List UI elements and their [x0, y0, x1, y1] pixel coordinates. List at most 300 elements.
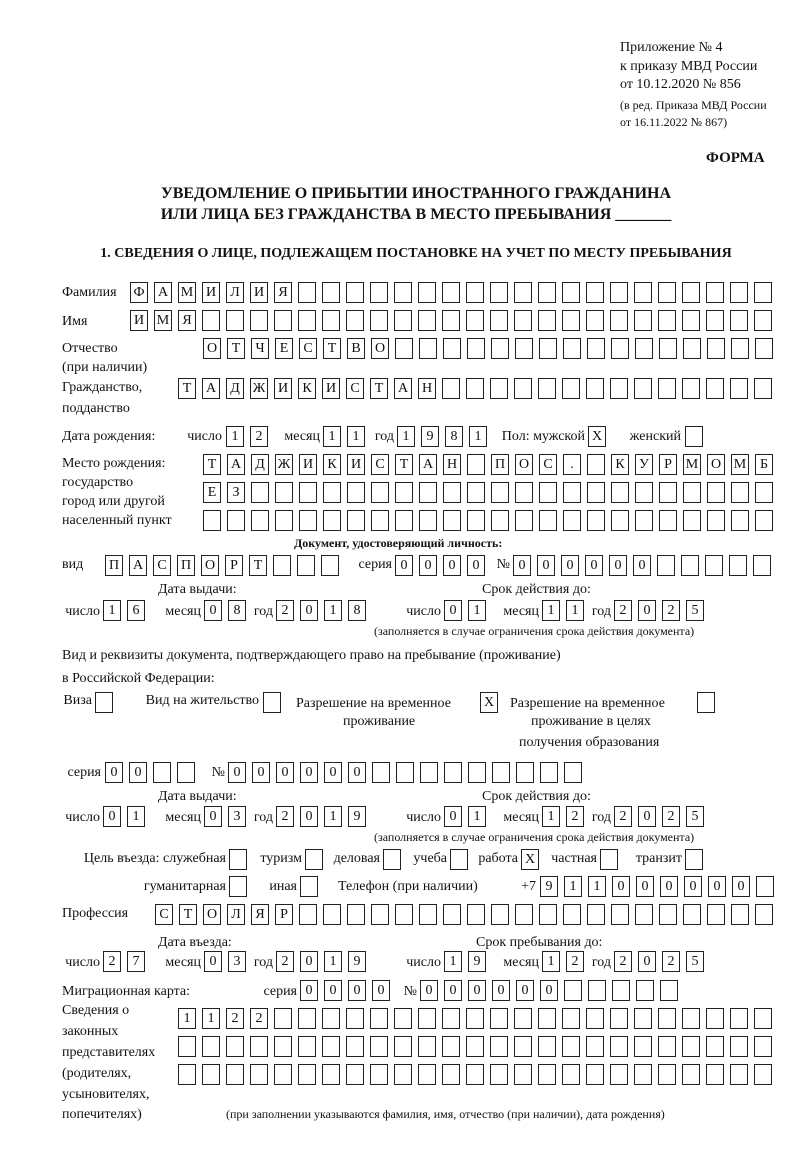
char-cell[interactable] — [611, 338, 629, 359]
char-cell[interactable]: К — [611, 454, 629, 475]
char-cell[interactable]: 1 — [324, 806, 342, 827]
char-cell[interactable]: С — [299, 338, 317, 359]
char-cell[interactable]: 8 — [348, 600, 366, 621]
char-cell[interactable] — [586, 282, 604, 303]
char-cell[interactable]: 0 — [300, 980, 318, 1001]
char-cell[interactable]: 2 — [250, 1008, 268, 1029]
char-cell[interactable] — [323, 904, 341, 925]
char-cell[interactable]: С — [153, 555, 171, 576]
char-cell[interactable] — [490, 1036, 508, 1057]
char-cell[interactable]: 0 — [204, 600, 222, 621]
char-cell[interactable]: 0 — [204, 951, 222, 972]
checkbox[interactable] — [383, 849, 401, 870]
char-cell[interactable] — [322, 1036, 340, 1057]
char-cell[interactable]: 2 — [276, 600, 294, 621]
char-cell[interactable] — [658, 1036, 676, 1057]
char-cell[interactable] — [586, 310, 604, 331]
char-cell[interactable]: Е — [203, 482, 221, 503]
char-cell[interactable] — [299, 510, 317, 531]
char-cell[interactable] — [202, 1036, 220, 1057]
char-cell[interactable]: 1 — [468, 600, 486, 621]
char-cell[interactable] — [660, 980, 678, 1001]
char-cell[interactable]: Б — [755, 454, 773, 475]
char-cell[interactable] — [419, 510, 437, 531]
char-cell[interactable]: М — [154, 310, 172, 331]
char-cell[interactable] — [514, 282, 532, 303]
char-cell[interactable] — [756, 876, 774, 897]
char-cell[interactable]: 0 — [609, 555, 627, 576]
char-cell[interactable]: 0 — [420, 980, 438, 1001]
char-cell[interactable]: 0 — [561, 555, 579, 576]
char-cell[interactable] — [754, 310, 772, 331]
char-cell[interactable] — [755, 482, 773, 503]
char-cell[interactable] — [562, 1008, 580, 1029]
char-cell[interactable] — [612, 980, 630, 1001]
char-cell[interactable] — [226, 1036, 244, 1057]
char-cell[interactable]: 0 — [636, 876, 654, 897]
char-cell[interactable]: 0 — [516, 980, 534, 1001]
char-cell[interactable] — [586, 1064, 604, 1085]
char-cell[interactable] — [394, 1008, 412, 1029]
char-cell[interactable] — [442, 378, 460, 399]
char-cell[interactable] — [706, 378, 724, 399]
char-cell[interactable]: Т — [370, 378, 388, 399]
char-cell[interactable] — [538, 282, 556, 303]
char-cell[interactable]: И — [202, 282, 220, 303]
char-cell[interactable]: 5 — [686, 600, 704, 621]
char-cell[interactable]: О — [201, 555, 219, 576]
char-cell[interactable]: 1 — [202, 1008, 220, 1029]
char-cell[interactable]: 0 — [252, 762, 270, 783]
char-cell[interactable]: А — [129, 555, 147, 576]
char-cell[interactable] — [491, 510, 509, 531]
char-cell[interactable] — [610, 1008, 628, 1029]
char-cell[interactable] — [418, 1064, 436, 1085]
char-cell[interactable]: 5 — [686, 806, 704, 827]
char-cell[interactable]: М — [683, 454, 701, 475]
char-cell[interactable] — [587, 454, 605, 475]
char-cell[interactable] — [610, 310, 628, 331]
char-cell[interactable]: С — [371, 454, 389, 475]
char-cell[interactable] — [514, 1036, 532, 1057]
char-cell[interactable] — [635, 510, 653, 531]
char-cell[interactable] — [467, 482, 485, 503]
char-cell[interactable] — [490, 282, 508, 303]
char-cell[interactable]: И — [347, 454, 365, 475]
char-cell[interactable] — [706, 1008, 724, 1029]
char-cell[interactable]: И — [130, 310, 148, 331]
checkbox[interactable]: X — [480, 692, 498, 713]
char-cell[interactable] — [681, 555, 699, 576]
char-cell[interactable] — [562, 310, 580, 331]
char-cell[interactable] — [634, 282, 652, 303]
char-cell[interactable] — [515, 482, 533, 503]
char-cell[interactable] — [538, 378, 556, 399]
char-cell[interactable] — [322, 310, 340, 331]
char-cell[interactable] — [442, 1064, 460, 1085]
checkbox[interactable] — [300, 876, 318, 897]
char-cell[interactable]: 2 — [276, 806, 294, 827]
char-cell[interactable]: 1 — [103, 600, 121, 621]
char-cell[interactable] — [442, 282, 460, 303]
char-cell[interactable] — [346, 282, 364, 303]
char-cell[interactable] — [683, 482, 701, 503]
char-cell[interactable]: 0 — [444, 806, 462, 827]
char-cell[interactable] — [562, 1064, 580, 1085]
char-cell[interactable]: 0 — [467, 555, 485, 576]
char-cell[interactable] — [419, 904, 437, 925]
char-cell[interactable] — [514, 1064, 532, 1085]
char-cell[interactable]: Л — [226, 282, 244, 303]
char-cell[interactable]: 2 — [662, 806, 680, 827]
char-cell[interactable] — [515, 904, 533, 925]
char-cell[interactable]: А — [227, 454, 245, 475]
char-cell[interactable] — [250, 1036, 268, 1057]
char-cell[interactable] — [515, 510, 533, 531]
char-cell[interactable] — [754, 1064, 772, 1085]
char-cell[interactable] — [250, 1064, 268, 1085]
char-cell[interactable] — [538, 310, 556, 331]
char-cell[interactable]: Я — [178, 310, 196, 331]
char-cell[interactable]: 0 — [372, 980, 390, 1001]
char-cell[interactable] — [634, 310, 652, 331]
char-cell[interactable]: 0 — [537, 555, 555, 576]
char-cell[interactable] — [274, 310, 292, 331]
char-cell[interactable] — [443, 482, 461, 503]
char-cell[interactable]: О — [203, 338, 221, 359]
char-cell[interactable]: Д — [251, 454, 269, 475]
char-cell[interactable]: 1 — [542, 600, 560, 621]
char-cell[interactable]: П — [491, 454, 509, 475]
char-cell[interactable] — [658, 1064, 676, 1085]
char-cell[interactable]: 1 — [444, 951, 462, 972]
char-cell[interactable] — [515, 338, 533, 359]
char-cell[interactable] — [706, 310, 724, 331]
char-cell[interactable] — [467, 904, 485, 925]
char-cell[interactable] — [755, 904, 773, 925]
char-cell[interactable] — [635, 338, 653, 359]
char-cell[interactable] — [418, 282, 436, 303]
char-cell[interactable]: Я — [251, 904, 269, 925]
char-cell[interactable] — [707, 338, 725, 359]
char-cell[interactable]: 0 — [300, 762, 318, 783]
char-cell[interactable] — [371, 904, 389, 925]
char-cell[interactable] — [755, 338, 773, 359]
char-cell[interactable]: 0 — [513, 555, 531, 576]
char-cell[interactable] — [706, 1064, 724, 1085]
char-cell[interactable]: 1 — [324, 951, 342, 972]
char-cell[interactable]: 1 — [542, 806, 560, 827]
char-cell[interactable]: 0 — [103, 806, 121, 827]
char-cell[interactable]: 0 — [612, 876, 630, 897]
char-cell[interactable] — [707, 510, 725, 531]
char-cell[interactable]: 2 — [250, 426, 268, 447]
char-cell[interactable] — [586, 378, 604, 399]
char-cell[interactable]: 0 — [419, 555, 437, 576]
char-cell[interactable]: 0 — [732, 876, 750, 897]
char-cell[interactable] — [467, 454, 485, 475]
char-cell[interactable]: 1 — [542, 951, 560, 972]
char-cell[interactable]: 0 — [395, 555, 413, 576]
char-cell[interactable]: И — [250, 282, 268, 303]
char-cell[interactable]: Р — [275, 904, 293, 925]
char-cell[interactable] — [586, 1008, 604, 1029]
char-cell[interactable] — [539, 510, 557, 531]
char-cell[interactable] — [178, 1064, 196, 1085]
char-cell[interactable] — [634, 1064, 652, 1085]
char-cell[interactable] — [395, 482, 413, 503]
char-cell[interactable] — [658, 378, 676, 399]
char-cell[interactable]: 1 — [323, 426, 341, 447]
char-cell[interactable]: Ф — [130, 282, 148, 303]
char-cell[interactable] — [467, 338, 485, 359]
char-cell[interactable] — [443, 904, 461, 925]
char-cell[interactable]: 1 — [347, 426, 365, 447]
char-cell[interactable] — [443, 510, 461, 531]
char-cell[interactable] — [419, 338, 437, 359]
checkbox[interactable] — [697, 692, 715, 713]
char-cell[interactable] — [418, 1036, 436, 1057]
char-cell[interactable]: 0 — [468, 980, 486, 1001]
char-cell[interactable] — [514, 310, 532, 331]
char-cell[interactable] — [371, 510, 389, 531]
char-cell[interactable]: В — [347, 338, 365, 359]
char-cell[interactable]: М — [731, 454, 749, 475]
char-cell[interactable]: 8 — [228, 600, 246, 621]
char-cell[interactable] — [516, 762, 534, 783]
char-cell[interactable]: Ж — [275, 454, 293, 475]
char-cell[interactable]: А — [394, 378, 412, 399]
char-cell[interactable] — [539, 338, 557, 359]
char-cell[interactable] — [562, 282, 580, 303]
char-cell[interactable]: 0 — [300, 951, 318, 972]
char-cell[interactable]: 0 — [348, 980, 366, 1001]
char-cell[interactable] — [226, 310, 244, 331]
char-cell[interactable]: 0 — [708, 876, 726, 897]
char-cell[interactable]: 1 — [178, 1008, 196, 1029]
char-cell[interactable] — [658, 1008, 676, 1029]
char-cell[interactable]: 8 — [445, 426, 463, 447]
char-cell[interactable] — [274, 1008, 292, 1029]
char-cell[interactable]: С — [346, 378, 364, 399]
char-cell[interactable] — [322, 1008, 340, 1029]
char-cell[interactable] — [298, 1008, 316, 1029]
char-cell[interactable]: О — [707, 454, 725, 475]
char-cell[interactable] — [730, 1036, 748, 1057]
char-cell[interactable] — [322, 282, 340, 303]
char-cell[interactable] — [562, 1036, 580, 1057]
char-cell[interactable] — [394, 1064, 412, 1085]
char-cell[interactable]: 3 — [228, 951, 246, 972]
char-cell[interactable] — [490, 1064, 508, 1085]
char-cell[interactable]: 0 — [540, 980, 558, 1001]
char-cell[interactable] — [346, 1064, 364, 1085]
char-cell[interactable] — [370, 1008, 388, 1029]
char-cell[interactable] — [299, 904, 317, 925]
char-cell[interactable] — [611, 510, 629, 531]
checkbox[interactable]: X — [521, 849, 539, 870]
char-cell[interactable]: 9 — [421, 426, 439, 447]
checkbox[interactable]: X — [588, 426, 606, 447]
char-cell[interactable]: 0 — [444, 980, 462, 1001]
char-cell[interactable]: Т — [203, 454, 221, 475]
char-cell[interactable] — [490, 378, 508, 399]
char-cell[interactable] — [370, 1064, 388, 1085]
char-cell[interactable]: 3 — [228, 806, 246, 827]
char-cell[interactable] — [347, 482, 365, 503]
char-cell[interactable] — [658, 310, 676, 331]
char-cell[interactable] — [683, 510, 701, 531]
char-cell[interactable]: 0 — [129, 762, 147, 783]
char-cell[interactable] — [754, 1036, 772, 1057]
char-cell[interactable]: 1 — [588, 876, 606, 897]
char-cell[interactable]: Ч — [251, 338, 269, 359]
char-cell[interactable]: С — [155, 904, 173, 925]
char-cell[interactable] — [563, 482, 581, 503]
char-cell[interactable] — [347, 904, 365, 925]
char-cell[interactable] — [466, 1064, 484, 1085]
char-cell[interactable] — [540, 762, 558, 783]
char-cell[interactable]: 0 — [585, 555, 603, 576]
checkbox[interactable] — [450, 849, 468, 870]
char-cell[interactable] — [251, 510, 269, 531]
char-cell[interactable] — [371, 482, 389, 503]
char-cell[interactable] — [442, 1036, 460, 1057]
char-cell[interactable] — [418, 1008, 436, 1029]
char-cell[interactable]: 5 — [686, 951, 704, 972]
char-cell[interactable] — [705, 555, 723, 576]
char-cell[interactable]: О — [371, 338, 389, 359]
char-cell[interactable] — [251, 482, 269, 503]
char-cell[interactable] — [226, 1064, 244, 1085]
char-cell[interactable]: 0 — [276, 762, 294, 783]
char-cell[interactable] — [706, 1036, 724, 1057]
char-cell[interactable] — [394, 1036, 412, 1057]
char-cell[interactable] — [730, 1008, 748, 1029]
char-cell[interactable]: 2 — [662, 951, 680, 972]
char-cell[interactable]: Т — [395, 454, 413, 475]
char-cell[interactable] — [539, 482, 557, 503]
char-cell[interactable]: К — [323, 454, 341, 475]
char-cell[interactable] — [491, 482, 509, 503]
char-cell[interactable]: А — [154, 282, 172, 303]
char-cell[interactable] — [682, 310, 700, 331]
char-cell[interactable] — [177, 762, 195, 783]
char-cell[interactable] — [587, 904, 605, 925]
char-cell[interactable]: 2 — [662, 600, 680, 621]
char-cell[interactable] — [729, 555, 747, 576]
char-cell[interactable]: 0 — [638, 600, 656, 621]
char-cell[interactable] — [514, 378, 532, 399]
char-cell[interactable]: 1 — [469, 426, 487, 447]
char-cell[interactable]: 9 — [540, 876, 558, 897]
char-cell[interactable]: 1 — [564, 876, 582, 897]
char-cell[interactable] — [491, 904, 509, 925]
char-cell[interactable]: 0 — [633, 555, 651, 576]
char-cell[interactable]: 0 — [443, 555, 461, 576]
char-cell[interactable] — [346, 310, 364, 331]
char-cell[interactable] — [178, 1036, 196, 1057]
char-cell[interactable] — [466, 310, 484, 331]
char-cell[interactable]: К — [298, 378, 316, 399]
char-cell[interactable] — [273, 555, 291, 576]
char-cell[interactable] — [587, 482, 605, 503]
char-cell[interactable] — [538, 1064, 556, 1085]
char-cell[interactable]: Р — [225, 555, 243, 576]
char-cell[interactable]: О — [515, 454, 533, 475]
char-cell[interactable] — [202, 1064, 220, 1085]
char-cell[interactable] — [466, 282, 484, 303]
char-cell[interactable] — [395, 510, 413, 531]
char-cell[interactable]: Р — [659, 454, 677, 475]
char-cell[interactable] — [754, 378, 772, 399]
char-cell[interactable] — [467, 510, 485, 531]
char-cell[interactable] — [755, 510, 773, 531]
char-cell[interactable] — [754, 1008, 772, 1029]
char-cell[interactable]: 0 — [638, 806, 656, 827]
char-cell[interactable]: 0 — [660, 876, 678, 897]
char-cell[interactable] — [564, 980, 582, 1001]
char-cell[interactable] — [346, 1036, 364, 1057]
char-cell[interactable] — [322, 1064, 340, 1085]
char-cell[interactable] — [731, 482, 749, 503]
char-cell[interactable] — [611, 904, 629, 925]
char-cell[interactable] — [683, 904, 701, 925]
char-cell[interactable]: Н — [418, 378, 436, 399]
char-cell[interactable]: . — [563, 454, 581, 475]
char-cell[interactable] — [731, 338, 749, 359]
char-cell[interactable] — [587, 338, 605, 359]
char-cell[interactable] — [420, 762, 438, 783]
char-cell[interactable]: 0 — [684, 876, 702, 897]
char-cell[interactable] — [731, 510, 749, 531]
char-cell[interactable] — [564, 762, 582, 783]
char-cell[interactable]: У — [635, 454, 653, 475]
char-cell[interactable]: 7 — [127, 951, 145, 972]
char-cell[interactable] — [492, 762, 510, 783]
char-cell[interactable] — [707, 482, 725, 503]
char-cell[interactable]: Н — [443, 454, 461, 475]
char-cell[interactable] — [323, 482, 341, 503]
char-cell[interactable] — [274, 1064, 292, 1085]
char-cell[interactable] — [490, 310, 508, 331]
char-cell[interactable] — [563, 510, 581, 531]
checkbox[interactable] — [229, 876, 247, 897]
char-cell[interactable] — [394, 310, 412, 331]
char-cell[interactable] — [586, 1036, 604, 1057]
char-cell[interactable] — [442, 1008, 460, 1029]
char-cell[interactable]: Т — [178, 378, 196, 399]
char-cell[interactable]: 9 — [348, 806, 366, 827]
char-cell[interactable] — [562, 378, 580, 399]
char-cell[interactable]: 2 — [566, 951, 584, 972]
char-cell[interactable]: Т — [227, 338, 245, 359]
char-cell[interactable] — [372, 762, 390, 783]
char-cell[interactable] — [539, 904, 557, 925]
char-cell[interactable] — [657, 555, 675, 576]
char-cell[interactable] — [491, 338, 509, 359]
char-cell[interactable]: Е — [275, 338, 293, 359]
char-cell[interactable]: 0 — [492, 980, 510, 1001]
char-cell[interactable] — [682, 1064, 700, 1085]
char-cell[interactable] — [753, 555, 771, 576]
char-cell[interactable]: И — [322, 378, 340, 399]
char-cell[interactable]: Т — [179, 904, 197, 925]
char-cell[interactable] — [274, 1036, 292, 1057]
char-cell[interactable]: 2 — [614, 600, 632, 621]
checkbox[interactable] — [305, 849, 323, 870]
char-cell[interactable]: А — [202, 378, 220, 399]
